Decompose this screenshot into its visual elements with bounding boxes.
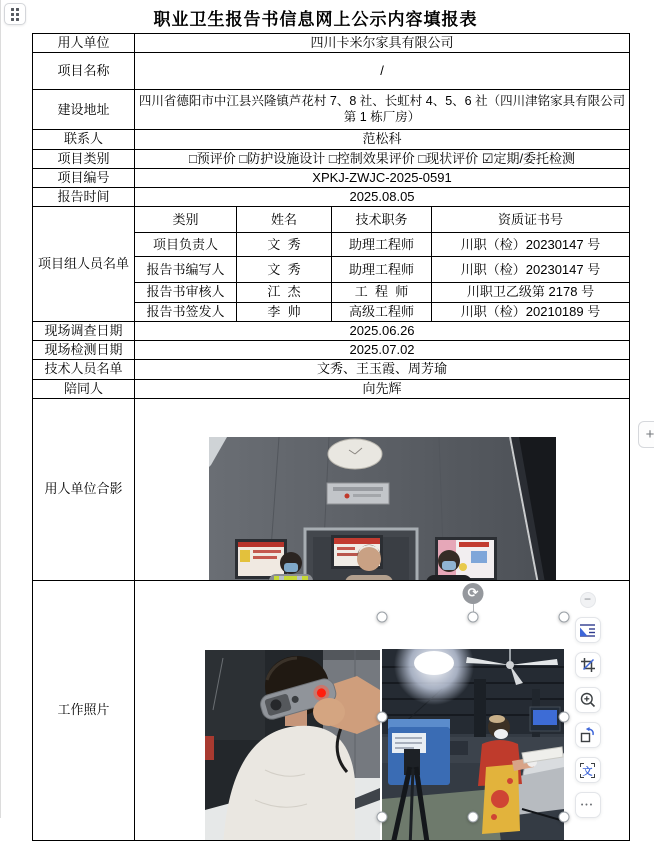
work-photo-image-1[interactable] [205, 618, 380, 816]
table-row [33, 53, 630, 90]
group-photo-image[interactable] [209, 405, 556, 573]
field-value-report-date[interactable]: 2025.08.05 [135, 188, 630, 207]
group-photo-cell[interactable] [135, 398, 630, 580]
selection-handle[interactable] [559, 611, 570, 622]
rotate-icon [580, 727, 596, 743]
report-form-table [32, 33, 630, 841]
team-title[interactable]: 高级工程师 [332, 302, 432, 321]
team-role[interactable]: 项目负责人 [135, 233, 237, 257]
field-label-category[interactable]: 项目类别 [33, 149, 135, 168]
team-cert[interactable]: 川职（检）20230147 号 [432, 257, 630, 283]
rotate-button[interactable] [575, 722, 601, 748]
selection-handle[interactable] [377, 711, 388, 722]
extract-text-button[interactable] [575, 757, 601, 783]
ocr-text-icon: 文 [580, 763, 595, 778]
field-value-employer[interactable]: 四川卡米尔家具有限公司 [135, 34, 630, 53]
team-title[interactable]: 助理工程师 [332, 233, 432, 257]
field-label-employer[interactable]: 用人单位 [33, 34, 135, 53]
field-label-companion[interactable]: 陪同人 [33, 379, 135, 398]
work-photo-cell[interactable] [135, 580, 630, 840]
table-row [33, 188, 630, 207]
field-value-address[interactable]: 四川省德阳市中江县兴隆镇芦花村 7、8 社、长虹村 4、5、6 社（四川津铭家具有限公司第 1 栋厂房） [135, 90, 630, 130]
team-title[interactable]: 助理工程师 [332, 257, 432, 283]
image-toolbar [574, 592, 601, 827]
magnifier-plus-icon [580, 692, 596, 708]
team-header-role[interactable]: 类别 [135, 207, 237, 233]
field-value-survey-date[interactable]: 2025.06.26 [135, 321, 630, 340]
table-row [33, 149, 630, 168]
field-value-project-no[interactable]: XPKJ-ZWJC-2025-0591 [135, 168, 630, 187]
ellipsis-icon: ••• [580, 801, 595, 809]
team-name[interactable]: 江 杰 [237, 283, 332, 302]
field-label-group-photo[interactable]: 用人单位合影 [33, 398, 135, 580]
rotate-handle-icon[interactable]: ⟳ [463, 583, 484, 604]
table-row [33, 34, 630, 53]
table-row [33, 90, 630, 130]
team-cert[interactable]: 川职（检）20210189 号 [432, 302, 630, 321]
selection-handle[interactable] [559, 811, 570, 822]
field-value-contact[interactable]: 范松科 [135, 130, 630, 149]
team-header-title[interactable]: 技术职务 [332, 207, 432, 233]
selection-handle[interactable] [559, 711, 570, 722]
table-row [33, 168, 630, 187]
table-row [33, 360, 630, 379]
field-label-work-photo[interactable]: 工作照片 [33, 580, 135, 840]
table-row [33, 130, 630, 149]
text-wrap-icon [579, 623, 596, 638]
team-cert[interactable]: 川职卫乙级第 2178 号 [432, 283, 630, 302]
team-header-cert[interactable]: 资质证书号 [432, 207, 630, 233]
selection-handle[interactable] [468, 811, 479, 822]
team-name[interactable]: 文 秀 [237, 257, 332, 283]
table-row [33, 398, 630, 580]
field-label-address[interactable]: 建设地址 [33, 90, 135, 130]
plus-icon: + [645, 426, 654, 443]
field-label-contact[interactable]: 联系人 [33, 130, 135, 149]
field-value-category[interactable]: □预评价 □防护设施设计 □控制效果评价 □现状评价 ☑定期/委托检测 [135, 149, 630, 168]
table-row [33, 341, 630, 360]
field-value-project-name[interactable]: / [135, 53, 630, 90]
work-photo-image-2[interactable] [382, 617, 564, 817]
field-label-report-date[interactable]: 报告时间 [33, 188, 135, 207]
table-row [33, 207, 630, 233]
team-name[interactable]: 李 帅 [237, 302, 332, 321]
add-button[interactable] [638, 421, 654, 448]
field-value-technicians[interactable]: 文秀、王玉霞、周芳瑜 [135, 360, 630, 379]
more-options-button[interactable] [575, 792, 601, 818]
team-role[interactable]: 报告书审核人 [135, 283, 237, 302]
field-label-technicians[interactable]: 技术人员名单 [33, 360, 135, 379]
field-label-test-date[interactable]: 现场检测日期 [33, 341, 135, 360]
team-name[interactable]: 文 秀 [237, 233, 332, 257]
field-value-test-date[interactable]: 2025.07.02 [135, 341, 630, 360]
selection-handle[interactable] [468, 611, 479, 622]
page-title[interactable]: 职业卫生报告书信息网上公示内容填报表 [153, 10, 478, 29]
field-label-team[interactable]: 项目组人员名单 [33, 207, 135, 322]
table-row [33, 580, 630, 840]
crop-button[interactable] [575, 652, 601, 678]
field-label-survey-date[interactable]: 现场调查日期 [33, 321, 135, 340]
team-title[interactable]: 工 程 师 [332, 283, 432, 302]
table-row [33, 379, 630, 398]
team-role[interactable]: 报告书签发人 [135, 302, 237, 321]
minus-icon: − [583, 592, 591, 606]
field-label-project-no[interactable]: 项目编号 [33, 168, 135, 187]
team-cert[interactable]: 川职（检）20230147 号 [432, 233, 630, 257]
zoom-button[interactable] [575, 687, 601, 713]
team-header-name[interactable]: 姓名 [237, 207, 332, 233]
field-value-companion[interactable]: 向先辉 [135, 379, 630, 398]
field-label-project-name[interactable]: 项目名称 [33, 53, 135, 90]
selection-handle[interactable] [377, 811, 388, 822]
table-row [33, 321, 630, 340]
selection-handle[interactable] [377, 611, 388, 622]
text-wrap-button[interactable] [575, 617, 601, 643]
collapse-toolbar-button[interactable] [580, 592, 596, 608]
crop-icon [580, 657, 596, 673]
team-role[interactable]: 报告书编写人 [135, 257, 237, 283]
